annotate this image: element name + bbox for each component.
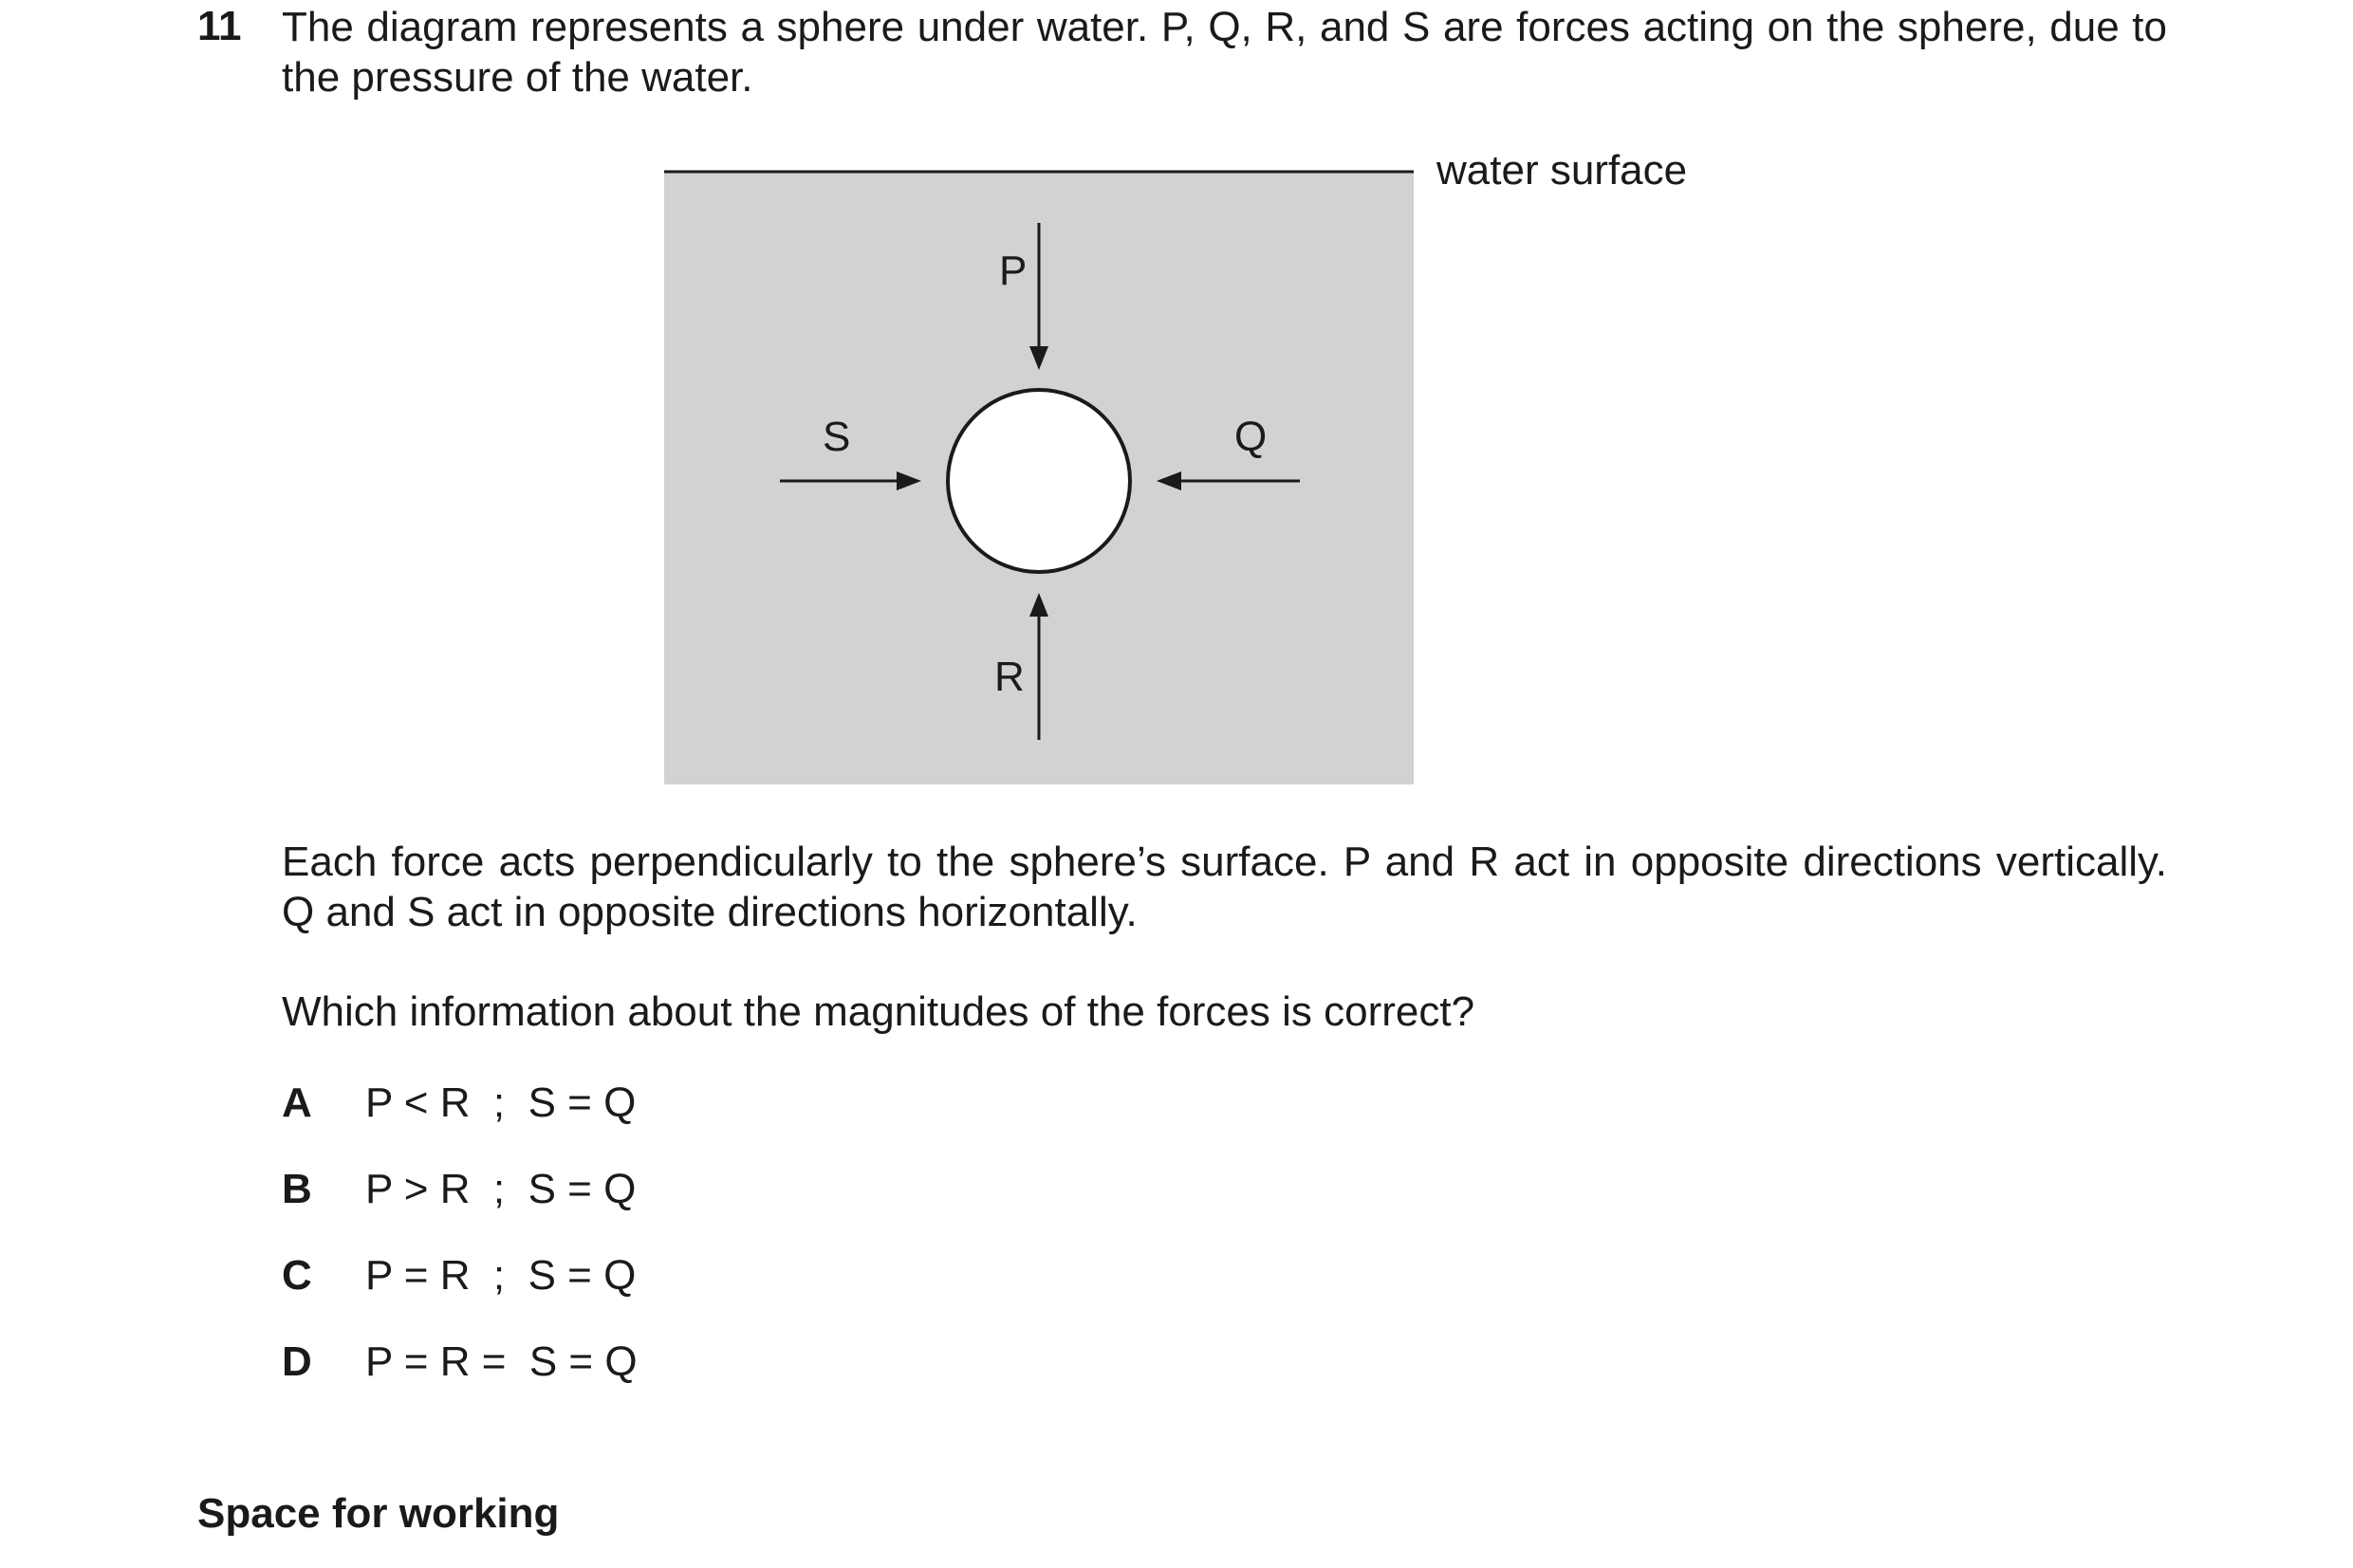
sphere-under-water-diagram bbox=[645, 142, 1784, 806]
question-stem: The diagram represents a sphere under water. P, Q, R, and S are forces acting on the sphere, due to the pressure of the water. bbox=[282, 4, 2167, 101]
option-letter: A bbox=[282, 1079, 312, 1126]
sphere bbox=[948, 390, 1130, 572]
water-surface-label: water surface bbox=[1436, 147, 1688, 194]
space-for-working-heading: Space for working bbox=[197, 1490, 560, 1537]
option-letter: B bbox=[282, 1166, 312, 1212]
option-text: P > R ; S = Q bbox=[365, 1166, 637, 1212]
force-q-label: Q bbox=[1234, 414, 1268, 460]
force-p-label: P bbox=[999, 248, 1028, 294]
option-text: P = R ; S = Q bbox=[365, 1252, 637, 1299]
option-text: P = R = S = Q bbox=[365, 1338, 638, 1385]
force-s-label: S bbox=[823, 414, 851, 460]
option-letter: D bbox=[282, 1338, 312, 1385]
force-r-label: R bbox=[994, 654, 1025, 700]
explanation-paragraph: Each force acts perpendicularly to the sphere’s surface. P and R act in opposite directions vertically. Q and S act in opposite directions horizontally. bbox=[282, 839, 2167, 935]
question-prompt: Which information about the magnitudes of the forces is correct? bbox=[282, 988, 1475, 1035]
question-number: 11 bbox=[197, 3, 242, 49]
option-letter: C bbox=[282, 1252, 312, 1299]
option-text: P < R ; S = Q bbox=[365, 1079, 637, 1126]
